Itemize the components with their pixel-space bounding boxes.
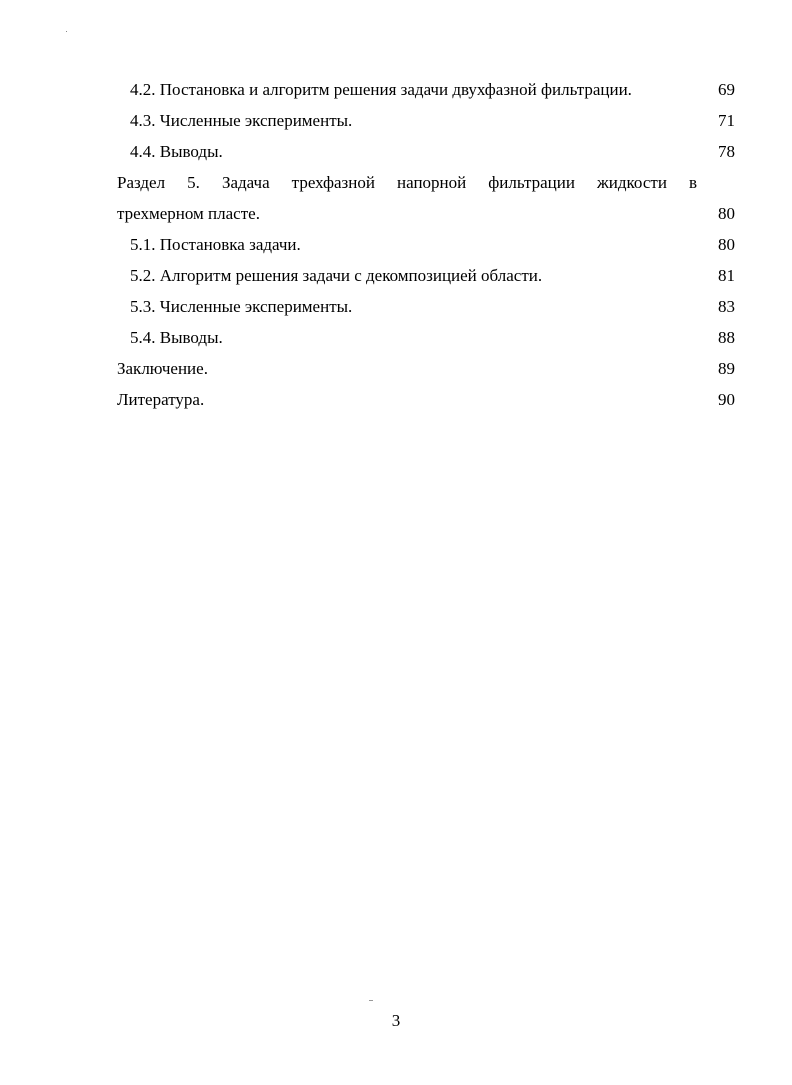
toc-entry-conclusion (117, 353, 735, 384)
toc-entry-label: Раздел 5. Задача трехфазной напорной фильтрации жидкости в (117, 173, 697, 192)
toc-entry-4-4 (117, 136, 735, 167)
toc-entry-page: 89 (718, 359, 735, 378)
toc-entry-page: 71 (718, 111, 735, 130)
toc-entry-5-1 (117, 229, 735, 260)
toc-entry-label: 5.1. Постановка задачи. (130, 235, 301, 254)
toc-entry-label: 4.3. Численные эксперименты. (130, 111, 353, 130)
table-of-contents (117, 74, 735, 415)
toc-entry-section-5-cont (117, 198, 735, 229)
toc-entry-label: 5.4. Выводы. (130, 328, 223, 347)
toc-entry-5-4 (117, 322, 735, 353)
toc-entry-page: 78 (718, 142, 735, 161)
toc-entry-4-3 (117, 105, 735, 136)
toc-entry-label: 5.3. Численные эксперименты. (130, 297, 353, 316)
page-number: 3 (391, 1011, 401, 1030)
toc-entry-page: 81 (718, 266, 735, 285)
toc-entry-page: 88 (718, 328, 735, 347)
toc-entry-label: 4.4. Выводы. (130, 142, 223, 161)
scan-artifact-dot (66, 31, 67, 32)
toc-entry-4-2 (117, 74, 735, 105)
toc-entry-page: 83 (718, 297, 735, 316)
toc-entry-literature (117, 384, 735, 415)
toc-entry-5-2 (117, 260, 735, 291)
toc-entry-label: трехмерном пласте. (117, 204, 260, 223)
toc-entry-label: 5.2. Алгоритм решения задачи с декомпозицией области. (130, 266, 543, 285)
toc-entry-section-5 (117, 167, 735, 198)
toc-entry-page: 90 (718, 390, 735, 409)
toc-entry-page: 80 (718, 235, 735, 254)
toc-entry-5-3 (117, 291, 735, 322)
toc-entry-label: 4.2. Постановка и алгоритм решения задачи двухфазной фильтрации. (130, 80, 632, 99)
toc-entry-label: Литература. (117, 390, 205, 409)
toc-entry-page: 69 (718, 80, 735, 99)
toc-entry-label: Заключение. (117, 359, 208, 378)
toc-entry-page: 80 (718, 204, 735, 223)
scan-artifact-dash (369, 1000, 373, 1001)
